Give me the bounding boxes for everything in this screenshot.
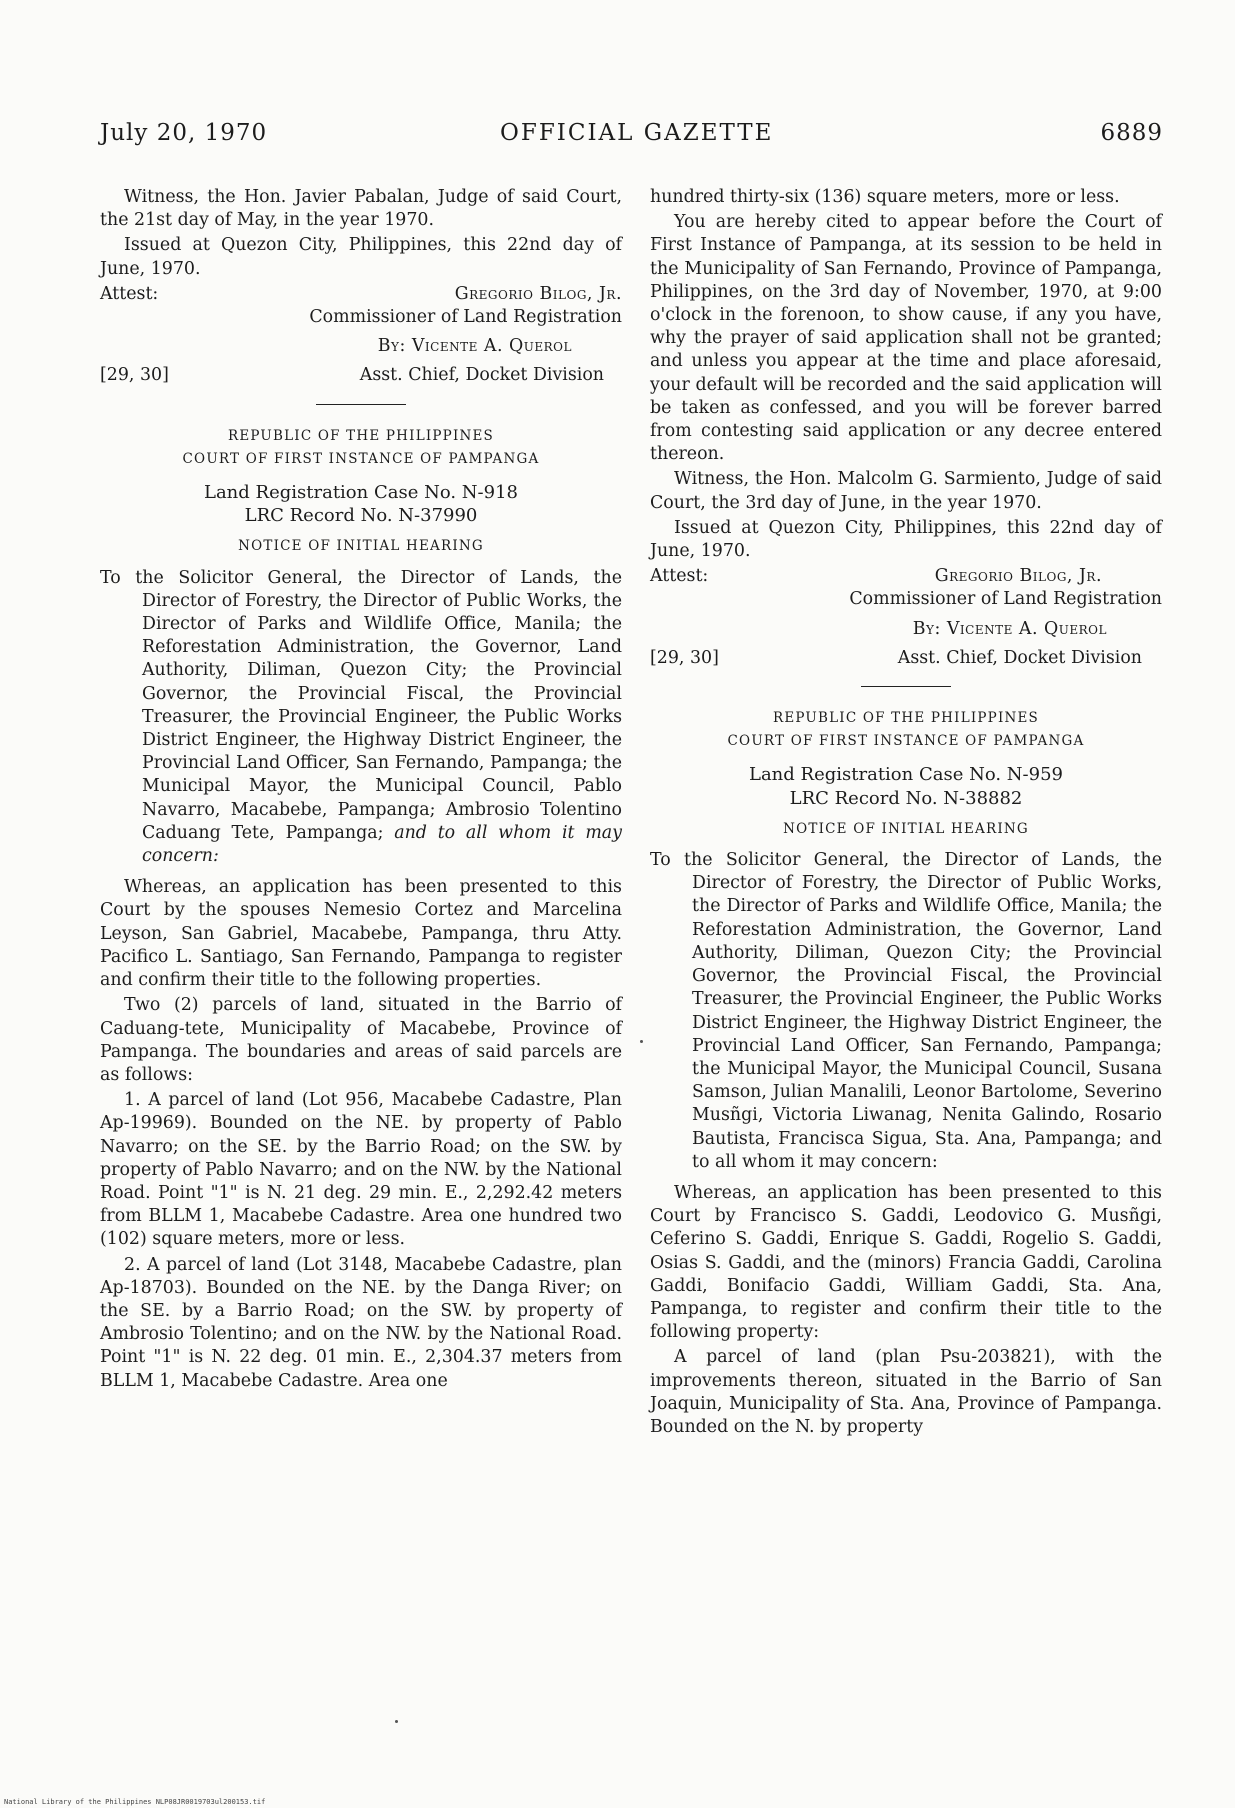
scan-footer: National Library of the Philippines NLP08JR0019703ul200153.tif — [4, 1798, 266, 1806]
header-page-number: 6889 — [1100, 120, 1163, 146]
republic-heading: REPUBLIC OF THE PHILIPPINES — [227, 427, 495, 444]
parcel-paragraph: A parcel of land (plan Psu-203821), with the improvements thereon, situated in the Barrio of San Joaquin, Municipality of Sta. Ana, Province of Pampanga. Bounded on the N. by property — [650, 1347, 1162, 1437]
left-column — [100, 186, 622, 1395]
attest-label: Attest: — [650, 566, 709, 587]
reference-number: [29, 30] — [100, 365, 169, 386]
by-signature: By: Vicente A. Querol — [912, 618, 1107, 639]
parcel-2-paragraph: 2. A parcel of land (Lot 3148, Macabebe Cadastre, plan Ap-18703). Bounded on the NE. by the Danga River; on the SE. by a Barrio Road; on the SW. by property of Ambrosio Tolentino; and on the NW. by the National Road. Point "1" is N. 22 deg. 01 min. E., 2,304.37 meters from BLLM 1, Macabebe Cadastre. Area one — [100, 1254, 622, 1391]
attest-block — [650, 565, 1162, 588]
right-column — [650, 186, 1162, 1441]
header-title: OFFICIAL GAZETTE — [500, 120, 774, 146]
issued-paragraph: Issued at Quezon City, Philippines, this 22nd day of June, 1970. — [650, 517, 1162, 562]
lrc-record-number: LRC Record No. N-38882 — [789, 787, 1023, 809]
by-line — [100, 364, 622, 387]
header-date: July 20, 1970 — [100, 120, 268, 146]
case-number: Land Registration Case No. N-959 — [749, 764, 1063, 786]
scan-speck — [395, 1720, 398, 1723]
commissioner-title: Commissioner of Land Registration — [849, 589, 1162, 610]
docket-title: Asst. Chief, Docket Division — [897, 647, 1142, 668]
parcels-paragraph: Two (2) parcels of land, situated in the Barrio of Caduang-tete, Municipality of Macabebe, Province of Pampanga. The boundaries and areas of said parcels are as follows: — [100, 995, 622, 1085]
divider-rule — [316, 404, 406, 405]
commissioner-name: Gregorio Bilog, Jr. — [934, 566, 1102, 587]
by-line — [650, 647, 1162, 670]
cited-paragraph: You are hereby cited to appear before the Court of First Instance of Pampanga, at its session to be held in the Municipality of San Fernando, Province of Pampanga, Philippines, on the 3rd day of November, 1970, at 9:00 o'clock in the forenoon, to show cause, if any you have, why the prayer of said application shall not be granted; and unless you appear at the time and place aforesaid, your default will be recorded and the said application will be taken as confessed, and you will be forever barred from contesting said application or any decree entered thereon. — [650, 212, 1162, 465]
republic-heading: REPUBLIC OF THE PHILIPPINES — [772, 710, 1040, 727]
attest-label: Attest: — [100, 283, 159, 304]
notice-heading: NOTICE OF INITIAL HEARING — [783, 820, 1029, 837]
addressees-paragraph: To the Solicitor General, the Director of Lands, the Director of Forestry, the Director of Public Works, the Director of Parks and Wildlife Office, Manila; the Reforestation Administration, the Governor, Land Authority, Diliman, Quezon City; the Provincial Governor, the Provincial Fiscal, the Provincial Treasurer, the Provincial Engineer, the Public Works District Engineer, the Highway District Engineer, the Provincial Land Officer, San Fernando, Pampanga; the Municipal Mayor, the Municipal Council, Susana Samson, Julian Manalili, Leonor Bartolome, Severino Musñgi, Victoria Liwanag, Nenita Galindo, Rosario Bautista, Francisca Sigua, Sta. Ana, Pampanga; and to all whom it may concern: — [650, 850, 1162, 1172]
addressees-paragraph — [100, 567, 622, 869]
scan-speck — [640, 1040, 643, 1043]
lrc-record-number: LRC Record No. N-37990 — [244, 505, 478, 527]
docket-title: Asst. Chief, Docket Division — [359, 365, 604, 386]
parcel-1-paragraph: 1. A parcel of land (Lot 956, Macabebe Cadastre, Plan Ap-19969). Bounded on the NE. by property of Pablo Navarro; on the SE. by the Barrio Road; on the SW. by property of Pablo Navarro; and on the NW. by the National Road. Point "1" is N. 21 deg. 29 min. E., 2,292.42 meters from BLLM 1, Macabebe Cadastre. Area one hundred two (102) square meters, more or less. — [100, 1090, 622, 1250]
attest-block — [100, 283, 622, 306]
notice-heading: NOTICE OF INITIAL HEARING — [238, 538, 484, 555]
case-number: Land Registration Case No. N-918 — [204, 482, 518, 504]
continuation-paragraph: hundred thirty-six (136) square meters, more or less. — [650, 187, 1120, 207]
commissioner-name: Gregorio Bilog, Jr. — [454, 283, 622, 304]
addressees-tail: and to all whom it may concern: — [142, 822, 623, 867]
whereas-paragraph: Whereas, an application has been presented to this Court by Francisco S. Gaddi, Leodovico G. Musñgi, Ceferino S. Gaddi, Enrique S. Gaddi, Rogelio S. Gaddi, Osias S. Gaddi, and the (minors) Francia Gaddi, Carolina Gaddi, Bonifacio Gaddi, William Gaddi, Sta. Ana, Pampanga, to register and confirm their title to the following property: — [650, 1182, 1162, 1343]
court-heading: COURT OF FIRST INSTANCE OF PAMPANGA — [727, 733, 1085, 750]
commissioner-title: Commissioner of Land Registration — [309, 307, 622, 328]
by-signature: By: Vicente A. Querol — [377, 336, 572, 357]
reference-number: [29, 30] — [650, 647, 719, 668]
addressees-text: To the Solicitor General, the Director of Lands, the Director of Forestry, the Director of Public Works, the Director of Parks and Wildlife Office, Manila; the Reforestation Administration, the Governor, Land Authority, Diliman, Quezon City; the Provincial Governor, the Provincial Fiscal, the Provincial Treasurer, the Provincial Engineer, the Public Works District Engineer, the Highway District Engineer, the Provincial Land Officer, San Fernando, Pampanga; the Municipal Mayor, the Municipal Council, Pablo Navarro, Macabebe, Pampanga; Ambrosio Tolentino Caduang Tete, Pampanga; — [100, 567, 622, 843]
whereas-paragraph: Whereas, an application has been presented to this Court by the spouses Nemesio Cortez and Marcelina Leyson, San Gabriel, Macabebe, Pampanga, thru Atty. Pacifico L. Santiago, San Fernando, Pampanga to register and confirm their title to the following properties. — [100, 877, 622, 991]
issued-paragraph: Issued at Quezon City, Philippines, this 22nd day of June, 1970. — [100, 235, 622, 279]
court-heading: COURT OF FIRST INSTANCE OF PAMPANGA — [182, 450, 540, 467]
divider-rule — [861, 686, 951, 687]
witness-paragraph: Witness, the Hon. Javier Pabalan, Judge of said Court, the 21st day of May, in the year 1970. — [100, 187, 622, 231]
witness-paragraph: Witness, the Hon. Malcolm G. Sarmiento, Judge of said Court, the 3rd day of June, in the year 1970. — [650, 469, 1162, 513]
